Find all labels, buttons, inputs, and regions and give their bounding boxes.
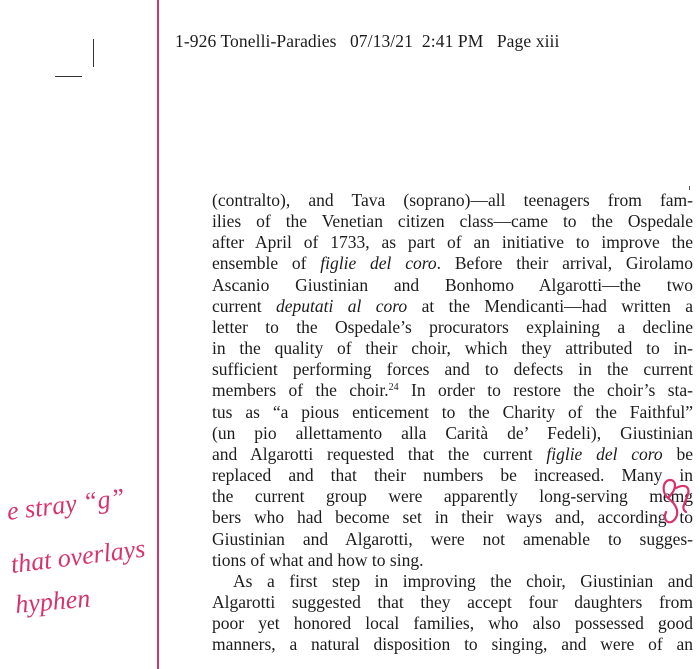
text-line: replaced and that their numbers be increased. Many in xyxy=(212,465,693,486)
text-line: As a first step in improving the choir, Giustinian and xyxy=(233,570,693,591)
text-line: (contralto), and Tava (soprano)—all teenagers from fam- xyxy=(212,190,693,210)
text-line: the current group were apparently long-serving memg xyxy=(212,486,693,507)
annotation-line-3: hyphen xyxy=(13,583,92,619)
text-line: Ascanio Giustinian and Bonhomo Algarotti—the two xyxy=(212,274,693,295)
text-line: current deputati al coro at the Mendicanti—had written a xyxy=(212,295,693,316)
annotation-line-2: that overlays xyxy=(9,533,147,579)
text-line: in the quality of their choir, which they attributed to in- xyxy=(212,338,693,359)
text-line: tus as “a pious enticement to the Charity of the Faithful” xyxy=(212,401,693,422)
annotation-line-1: e stray “g” xyxy=(5,482,127,526)
text-line: Giustinian and Algarotti, were not amenable to sugges- xyxy=(212,528,693,549)
text-line: (un pio allettamento alla Carità de’ Fedeli), Giustinian xyxy=(212,422,693,443)
page-header: 1-926 Tonelli-Paradies 07/13/21 2:41 PM Page xiii xyxy=(175,31,560,51)
text-line: poor yet honored local families, who also possessed good xyxy=(212,613,693,634)
text-line: members of the choir.$^{24}$ In order to restore the choir’s sta- xyxy=(212,380,693,401)
text-line: manners, a natural disposition to singing, and were of an xyxy=(212,634,693,655)
text-line: after April of 1733, as part of an initiative to improve the xyxy=(212,232,693,253)
text-line: ensemble of figlie del coro. Before their arrival, Girolamo xyxy=(212,253,693,274)
deletion-mark xyxy=(676,486,688,512)
text-line: sufficient performing forces and to defects in the current xyxy=(212,359,693,380)
text-line: Algarotti suggested that they accept four daughters from xyxy=(212,591,693,612)
text-line: ilies of the Venetian citizen class—came to the Ospedale xyxy=(212,211,693,232)
text-line: letter to the Ospedale’s procurators explaining a decline xyxy=(212,316,693,337)
correction-circle-mark xyxy=(664,480,678,522)
text-line: tions of what and how to sing. xyxy=(212,549,424,570)
text-line: bers who had become set in their ways and, according to xyxy=(212,507,693,528)
text-line: and Algarotti requested that the current figlie del coro be xyxy=(212,443,693,464)
